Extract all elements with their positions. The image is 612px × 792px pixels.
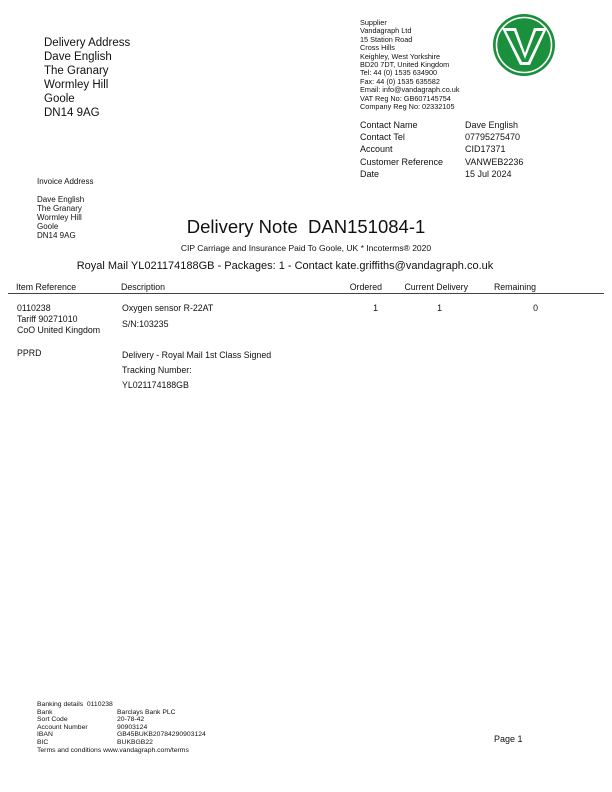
supplier-block (360, 19, 459, 111)
banking-row (37, 709, 189, 717)
contact-value: VANWEB2236 (465, 156, 524, 167)
item-description (122, 303, 213, 330)
table-row (17, 303, 100, 336)
supplier-line: Vandagraph Ltd (360, 26, 412, 36)
supplier-line: Email: info@vandagraph.co.uk (360, 85, 460, 95)
banking-key: Bank (37, 708, 53, 716)
banking-heading: Banking details 0110238 (37, 701, 113, 708)
banking-row (37, 731, 206, 739)
contact-label: Date (360, 168, 380, 179)
delivery-address-line: DN14 9AG (44, 107, 100, 119)
invoice-address-line: Goole (37, 222, 59, 231)
banking-row (37, 716, 189, 724)
supplier-line: 15 Station Road (360, 34, 413, 44)
table-header-divider (8, 293, 604, 294)
invoice-address-line: DN14 9AG (37, 231, 76, 240)
table-row (17, 348, 41, 359)
tracking-label: Tracking Number: (122, 365, 192, 375)
terms-and-conditions: Terms and conditions www.vandagraph.com/terms (37, 746, 189, 754)
invoice-address-line: The Granary (37, 204, 82, 213)
delivery-address-line: Goole (44, 93, 75, 105)
invoice-address-line: Dave English (37, 195, 85, 204)
banking-key: Sort Code (37, 716, 68, 724)
supplier-line: Tel: 44 (0) 1535 634900 (360, 68, 438, 78)
banking-value: 90903124 (117, 723, 148, 731)
column-header-ordered: Ordered (349, 282, 382, 292)
page-number: Page 1 (494, 734, 523, 744)
contact-label: Account (360, 144, 393, 155)
current-delivery-qty: 1 (437, 303, 442, 313)
description-line: Delivery - Royal Mail 1st Class Signed (122, 350, 272, 360)
contact-value: CID17371 (465, 144, 506, 155)
delivery-address-block (44, 36, 130, 120)
column-header-description: Description (121, 282, 166, 292)
tracking-number: YL021174188GB (122, 380, 189, 390)
description-line: Oxygen sensor R-22AT (122, 303, 214, 313)
supplier-line: VAT Reg No: GB607145754 (360, 93, 451, 103)
supplier-line: Supplier (360, 18, 387, 27)
shipping-info (0, 260, 570, 272)
banking-row (37, 739, 189, 747)
contact-label: Customer Reference (360, 156, 444, 167)
banking-value: GB45BUKB20784290903124 (117, 731, 206, 739)
contact-value: 07795275470 (465, 132, 521, 143)
delivery-address-line: Dave English (44, 51, 112, 63)
banking-value: Barclays Bank PLC (117, 708, 176, 716)
supplier-line: Keighley, West Yorkshire (360, 51, 441, 61)
banking-key: Account Number (37, 723, 88, 731)
vandagraph-v-logo-icon (492, 13, 556, 77)
country-of-origin: CoO United Kingdom (17, 325, 101, 335)
banking-row (37, 724, 189, 732)
banking-details (37, 701, 206, 754)
shipping-info-text: Royal Mail YL021174188GB - Packages: 1 - Contact kate.griffiths@vandagraph.co.uk (76, 260, 494, 272)
serial-number: S/N:103235 (122, 318, 169, 329)
remaining-qty: 0 (533, 303, 538, 313)
column-header-remaining: Remaining (493, 282, 536, 292)
delivery-address-line: The Granary (44, 65, 109, 77)
invoice-address-heading: Invoice Address (37, 177, 94, 186)
supplier-line: Company Reg No: 02332105 (360, 102, 455, 112)
delivery-address-heading: Delivery Address (44, 37, 131, 49)
item-description (122, 348, 271, 393)
delivery-address-line: Wormley Hill (44, 79, 109, 91)
invoice-address-line: Wormley Hill (37, 213, 82, 222)
supplier-line: Cross Hills (360, 43, 395, 53)
ordered-qty: 1 (373, 303, 378, 313)
banking-key: BIC (37, 738, 49, 746)
banking-key: IBAN (37, 731, 53, 739)
column-header-item-reference: Item Reference (16, 282, 77, 292)
banking-value: BUKBGB22 (117, 738, 153, 746)
banking-value: 20-78-42 (117, 716, 145, 724)
contact-value: Dave English (465, 120, 519, 130)
item-reference: PPRD (17, 348, 42, 358)
document-title: Delivery Note DAN151084-1 (186, 216, 426, 237)
incoterms-line: CIP Carriage and Insurance Paid To Goole, UK * Incoterms® 2020 (180, 243, 432, 253)
tariff-code: Tariff 90271010 (17, 314, 78, 324)
item-reference: 0110238 (17, 303, 51, 313)
contact-value: 15 Jul 2024 (465, 168, 512, 179)
column-header-current-delivery: Current Delivery (404, 282, 468, 292)
supplier-line: BD20 7DT, United Kingdom (360, 60, 450, 70)
contact-label: Contact Tel (360, 132, 405, 143)
contact-label: Contact Name (360, 120, 418, 130)
supplier-line: Fax: 44 (0) 1535 635582 (360, 76, 440, 86)
